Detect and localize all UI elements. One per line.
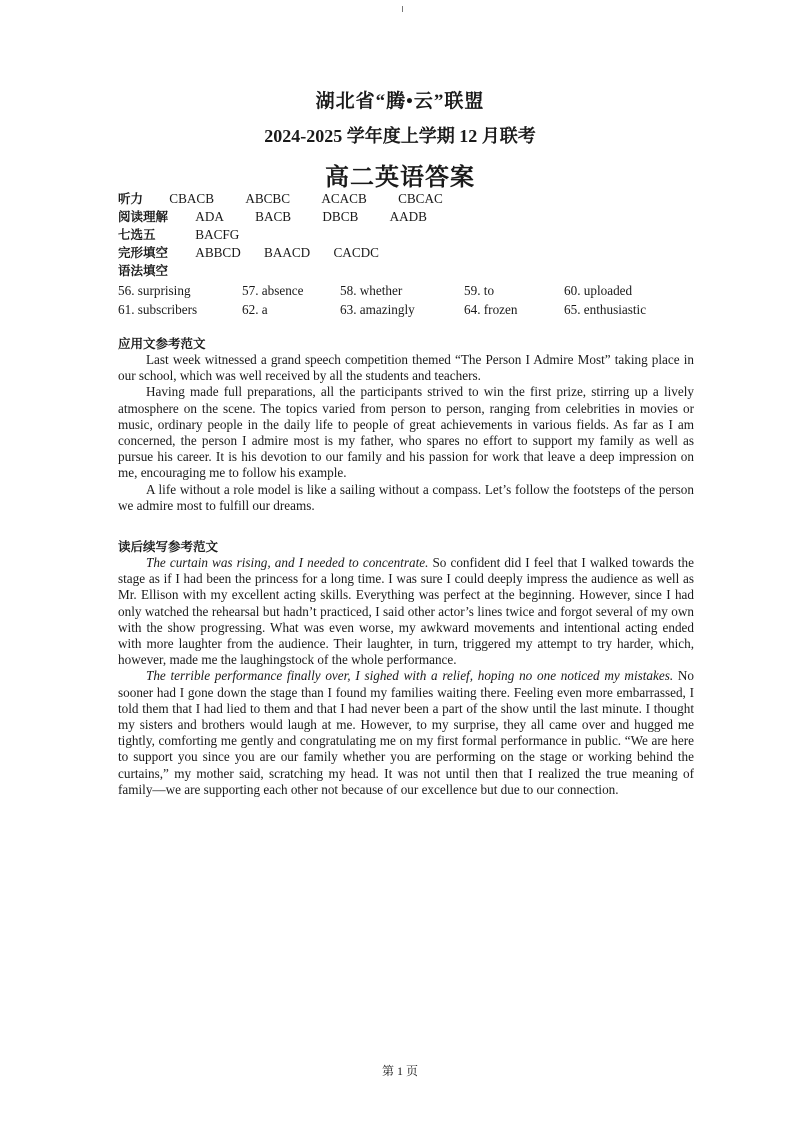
essay-text: So confident did I feel that I walked towards the stage as if I had been the princess for a long time. I was sure I could deeply impress the audience as well as Mr. Ellison with my excellent acting skills. Everything was perfect at the beginning. However, since I had only watched the rehearsal but hadn’t practiced, I said other actor’s lines twice and forgot several of my own with the show progressing. What was even worse, my awkward movements and intentional acting ended with more laughter from the audience. Their laughter, in turn, triggered my attempt to try harder, which, however, made me the laughingstock of the whole performance.	[118, 555, 694, 668]
answer-label: 听力	[118, 191, 144, 206]
answer-group: CACDC	[333, 245, 379, 260]
answer-group: ABBCD	[195, 245, 241, 260]
essay-paragraph	[118, 352, 694, 384]
grammar-cell: 65. enthusiastic	[564, 301, 647, 317]
grammar-cell: 64. frozen	[464, 301, 518, 317]
essay-paragraph	[118, 555, 694, 668]
grammar-cell: 63. amazingly	[340, 301, 415, 317]
essay-lead: The curtain was rising, and I needed to concentrate.	[146, 555, 429, 570]
answer-group: DBCB	[322, 209, 359, 224]
answer-label: 语法填空	[118, 263, 169, 278]
answer-row-listening	[118, 190, 698, 208]
answer-row-reading	[118, 208, 698, 226]
grammar-cell: 60. uploaded	[564, 283, 633, 298]
section-title-continuation-writing: 读后续写参考范文	[118, 539, 219, 554]
grammar-row	[118, 282, 698, 301]
answer-group: CBCAC	[398, 191, 443, 206]
answer-group: AADB	[389, 209, 427, 224]
essay-lead: The terrible performance finally over, I sighed with a relief, hoping no one noticed my mistakes.	[146, 668, 674, 684]
answer-row-cloze	[118, 244, 698, 262]
top-tick-mark	[402, 6, 403, 12]
answer-label: 阅读理解	[118, 209, 169, 224]
answer-group: ACACB	[321, 191, 367, 206]
answer-group: ABCBC	[245, 191, 291, 206]
section-title-practical-writing: 应用文参考范文	[118, 336, 206, 351]
essay-text: No sooner had I gone down the stage than I found my families waiting there. Feeling even more embarrassed, I told them that I had lied to them and that I had never been a part of the show until the last minute. I thought my sisters and brothers would laugh at me. However, to my surprise, they all came over and hugged me tightly, comforting me gently and congratulating me on my first formal performance in public. “We are here to support you since you are our family whether you are performing on the stage or working behind the curtains,” my mother said, scratching my head. It was not until then that I realized the true meaning of family—we are supporting each other not because of our excellence but due to our connection.	[118, 668, 694, 797]
answer-row-grammar	[118, 262, 698, 280]
answer-group: ADA	[195, 209, 224, 224]
answer-group: BACFG	[195, 227, 240, 242]
answer-group: CBACB	[169, 191, 215, 206]
answer-row-seven-choose-five	[118, 226, 698, 244]
essay-paragraph	[118, 482, 694, 514]
grammar-cell: 56. surprising	[118, 283, 191, 298]
answer-label: 七选五	[118, 227, 156, 242]
grammar-cell: 58. whether	[340, 283, 403, 298]
essay-paragraph	[118, 384, 694, 481]
essay-text: A life without a role model is like a sailing without a compass. Let’s follow the footsteps of the person we admire most to fulfill our dreams.	[118, 481, 694, 513]
essay-text: Having made full preparations, all the participants strived to win the first prize, stirring up a lively atmosphere on the scene. The topics varied from person to person, ranging from celebrities in movies or music, ordinary people in the daily life to people of great achievements in various fields. As far as I am concerned, the person I admire most is my father, who spares no effort to support my family as well as pursue his career. It is his devotion to our family and his passion for work that leave a deep impression on me, encouraging me to follow his example.	[118, 384, 694, 481]
answer-key-title: 高二英语答案	[325, 165, 475, 191]
answer-group: BACB	[255, 209, 292, 224]
grammar-cell: 62. a	[242, 301, 268, 317]
answer-key-list	[118, 190, 698, 280]
grammar-cell: 57. absence	[242, 283, 304, 298]
exam-title: 2024-2025 学年度上学期 12 月联考	[264, 126, 536, 146]
alliance-title: 湖北省“腾•云”联盟	[315, 91, 485, 112]
grammar-row	[118, 301, 698, 320]
continuation-writing-essay	[118, 555, 694, 798]
essay-paragraph	[118, 668, 694, 798]
essay-text: Last week witnessed a grand speech competition themed “The Person I Admire Most” taking place in our school, which was well received by all the students and teachers.	[118, 352, 694, 384]
practical-writing-essay	[118, 352, 694, 514]
answer-label: 完形填空	[118, 245, 169, 260]
grammar-answer-grid	[118, 282, 698, 319]
page-number: 第 1 页	[381, 1064, 418, 1078]
grammar-cell: 59. to	[464, 283, 495, 298]
grammar-cell: 61. subscribers	[118, 301, 198, 317]
answer-group: BAACD	[264, 245, 311, 260]
